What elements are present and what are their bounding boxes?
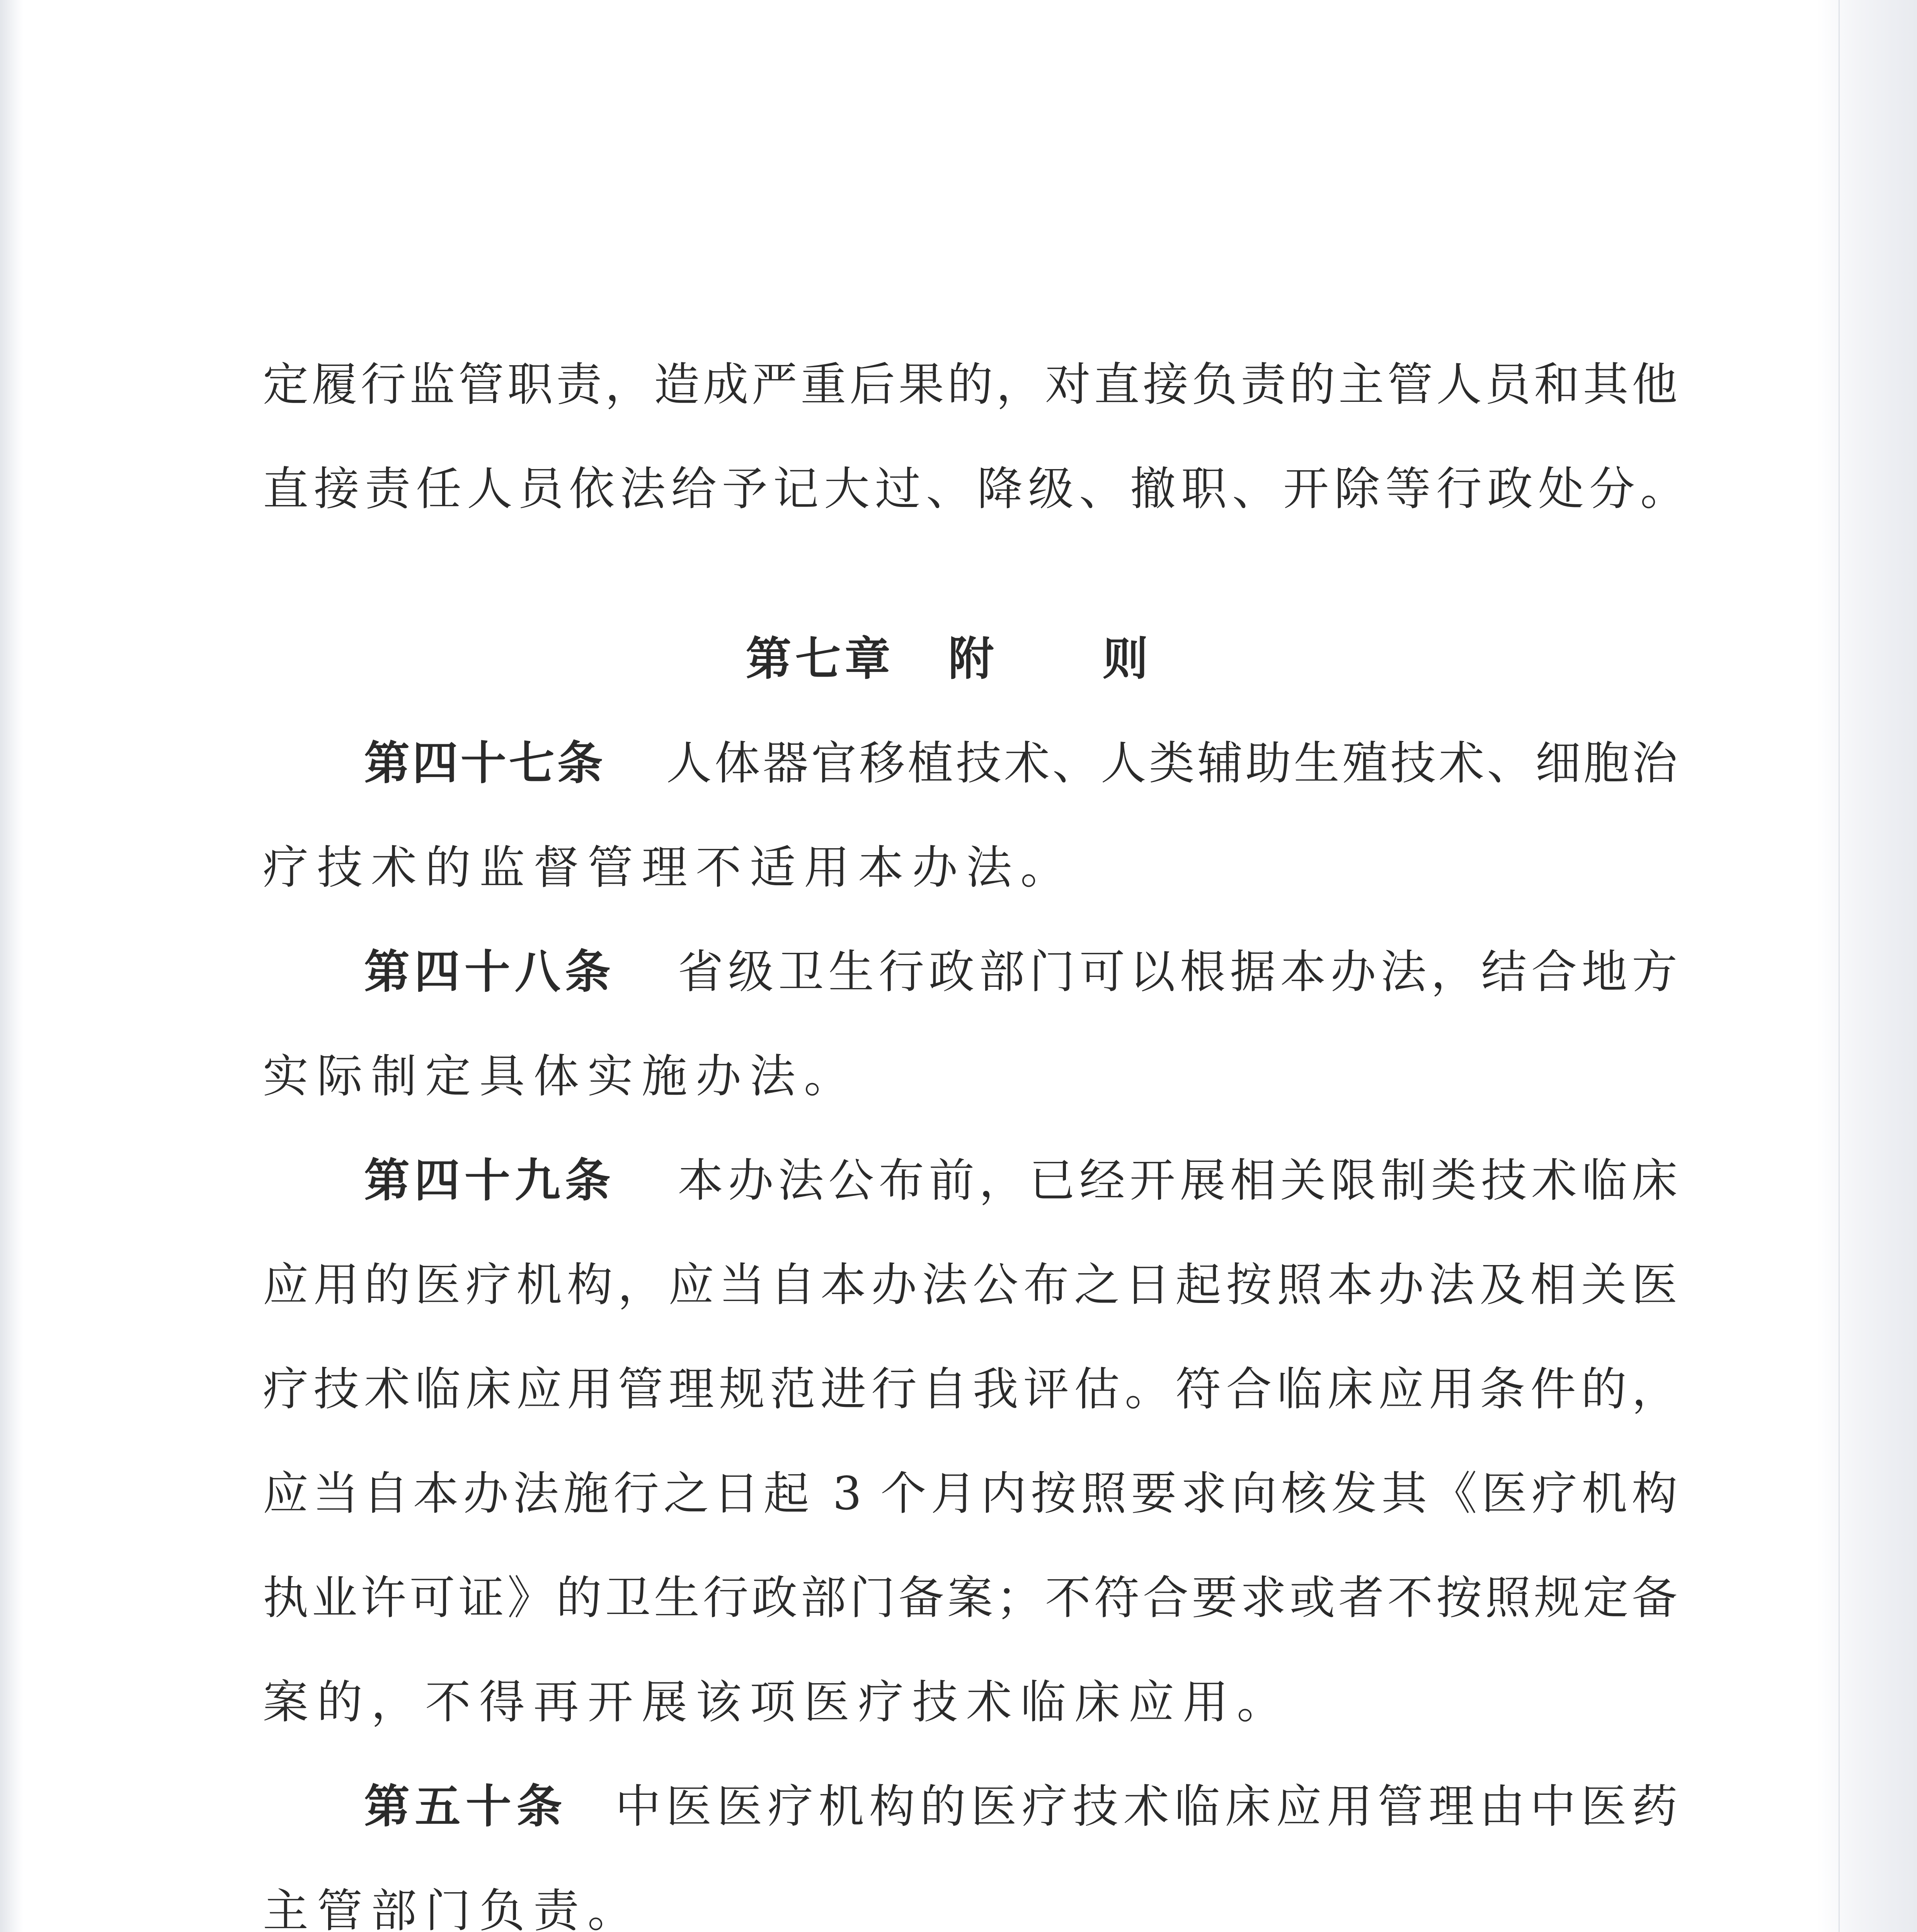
- chapter-title: 附 则: [948, 632, 1195, 685]
- document-body: [263, 332, 1692, 1932]
- article-47-line-2: 疗技术的监督管理不适用本办法。: [263, 841, 1075, 894]
- article-47-label: 第四十七条: [364, 736, 606, 790]
- article-50-line-1: [263, 1754, 1677, 1859]
- article-50-line-2: 主管部门负责。: [263, 1884, 642, 1932]
- article-48-label: 第四十八条: [364, 945, 615, 998]
- article-49-line-3: 疗技术临床应用管理规范进行自我评估。符合临床应用条件的，: [263, 1362, 1677, 1416]
- article-49-line-5: 执业许可证》的卫生行政部门备案；不符合要求或者不按照规定备: [263, 1571, 1677, 1624]
- article-49-line-2: 应用的医疗机构，应当自本办法公布之日起按照本办法及相关医: [263, 1258, 1677, 1311]
- article-50-label: 第五十条: [364, 1780, 568, 1833]
- scan-edge-left: [0, 0, 23, 1932]
- article-49-line-1: [263, 1128, 1677, 1233]
- article-47-text-1: 人体器官移植技术、人类辅助生殖技术、细胞治: [663, 736, 1677, 790]
- article-48-line-2: 实际制定具体实施办法。: [263, 1049, 858, 1103]
- article-48-text-1: 省级卫生行政部门可以根据本办法，结合地方: [673, 945, 1677, 998]
- page-fold-line: [1839, 0, 1840, 1932]
- article-49-label: 第四十九条: [364, 1154, 615, 1207]
- article-48-line-1: [263, 920, 1677, 1024]
- continued-line-1: 定履行监管职责，造成严重后果的，对直接负责的主管人员和其他: [263, 358, 1677, 411]
- article-49-line-6: 案的，不得再开展该项医疗技术临床应用。: [263, 1675, 1291, 1729]
- continued-line-2: 直接责任人员依法给予记大过、降级、撤职、开除等行政处分。: [263, 462, 1692, 515]
- scan-edge-right: [1817, 0, 1917, 1932]
- article-49-text-1: 本办法公布前，已经开展相关限制类技术临床: [673, 1154, 1677, 1207]
- article-50-text-1: 中医医疗机构的医疗技术临床应用管理由中医药: [610, 1780, 1677, 1833]
- chapter-number: 第七章: [746, 632, 894, 685]
- article-49-line-4: 应当自本办法施行之日起 3 个月内按照要求向核发其《医疗机构: [263, 1467, 1677, 1520]
- chapter-heading: [263, 607, 1677, 711]
- article-47-line-1: [263, 711, 1677, 815]
